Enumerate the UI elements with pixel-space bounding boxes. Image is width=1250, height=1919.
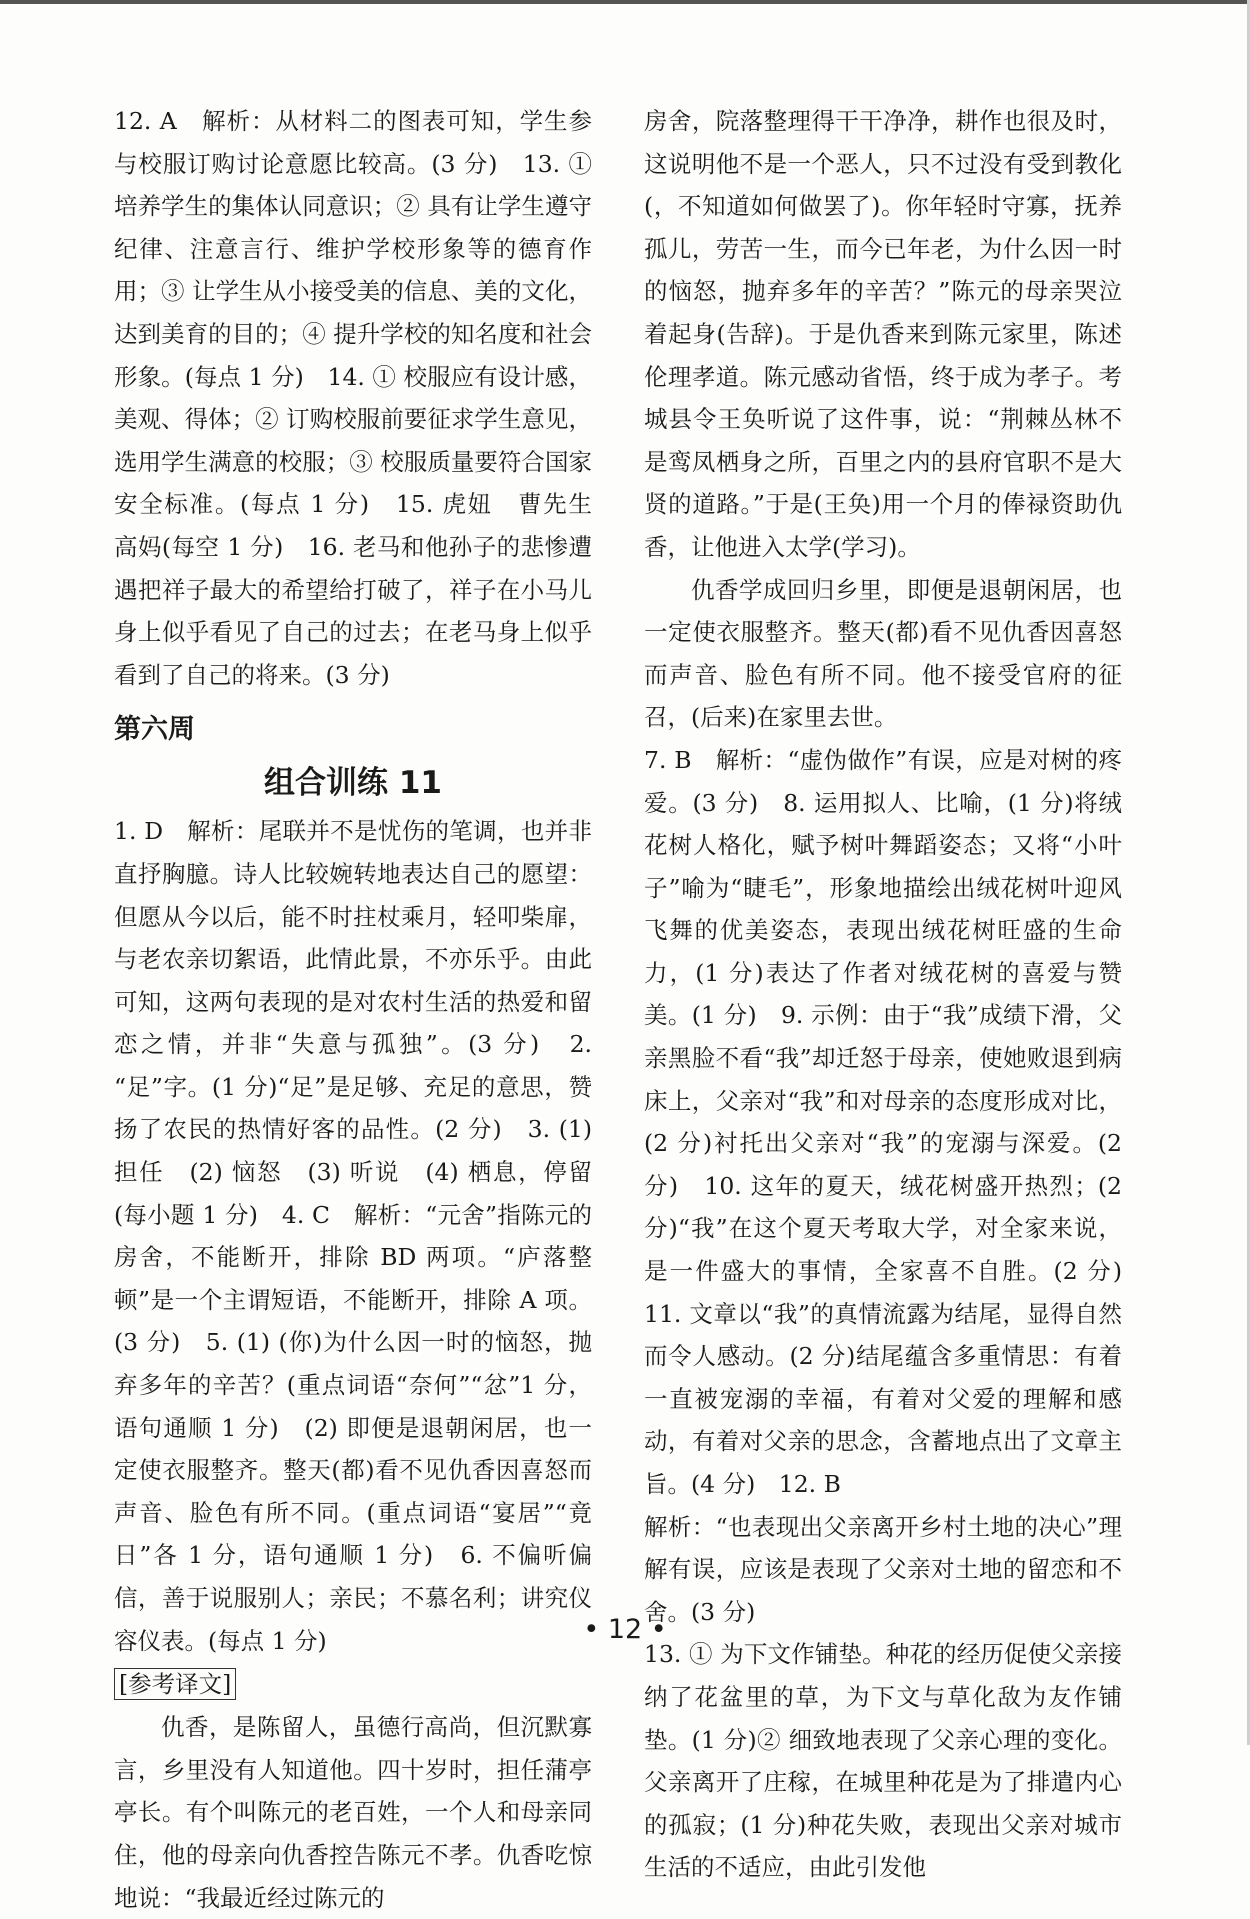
- translation-paragraph-2: 仇香学成回归乡里，即便是退朝闲居，也一定使衣服整齐。整天(都)看不见仇香因喜怒而声音、脸色有所不同。他不接受官府的征召，(后来)在家里去世。: [644, 575, 1122, 732]
- left-column: [114, 100, 616, 1919]
- answers-week5-tail: 12. A 解析：从材料二的图表可知，学生参与校服订购讨论意愿比较高。(3 分) 13. ① 培养学生的集体认同意识；② 具有让学生遵守纪律、注意言行、维护学校形象等的德育作用；③ 让学生从小接受美的信息、美的文化，达到美育的目的；④ 提升学校的知名度和社会形象。(每点 1 分) 14. ① 校服应有设计感，美观、得体；② 订购校服前要征求学生意见，选用学生满意的校服；③ 校服质量要符合国家安全标准。(每点 1 分) 15. 虎妞 曹先生 高妈(每空 1 分) 16. 老马和他孙子的悲惨遭遇把祥子最大的希望给打破了，祥子在小马儿身上似乎看见了自己的过去；在老马身上似乎看到了自己的将来。(3 分): [114, 107, 616, 689]
- top-border: [0, 0, 1250, 4]
- answers-7-12: 7. B 解析：“虚伪做作”有误，应是对树的疼爱。(3 分) 8. 运用拟人、比喻，(1 分)将绒花树人格化，赋予树叶舞蹈姿态；又将“小叶子”喻为“睫毛”，形象地描绘出绒花树叶迎风飞舞的优美姿态，表现出绒花树旺盛的生命力，(1 分)表达了作者对绒花树的喜爱与赞美。(1 分) 9. 示例：由于“我”成绩下滑，父亲黑脸不看“我”却迁怒于母亲，使她败退到病床上，父亲对“我”和对母亲的态度形成对比，(2 分)衬托出父亲对“我”的宠溺与深爱。(2 分) 10. 这年的夏天，绒花树盛开热烈；(2 分)“我”在这个夏天考取大学，对全家来说，是一件盛大的事情，全家喜不自胜。(2 分) 11. 文章以“我”的真情流露为结尾，显得自然而令人感动。(2 分)结尾蕴含多重情思：有着一直被宠溺的幸福，有着对父爱的理解和感动，有着对父亲的思念，含蓄地点出了文章主旨。(4 分) 12. B: [644, 745, 1146, 1498]
- page-number: • 12 •: [583, 1614, 667, 1645]
- unit-heading: 组合训练 11: [264, 765, 442, 802]
- answers-unit11: 1. D 解析：尾联并不是忧伤的笔调，也并非直抒胸臆。诗人比较婉转地表达自己的愿望：但愿从今以后，能不时拄杖乘月，轻叩柴扉，与老农亲切絮语，此情此景，不亦乐乎。由此可知，这两句表现的是对农村生活的热爱和留恋之情，并非“失意与孤独”。(3 分) 2. “足”字。(1 分)“足”是足够、充足的意思，赞扬了农民的热情好客的品性。(2 分) 3. (1) 担任 (2) 恼怒 (3) 听说 (4) 栖息，停留(每小题 1 分) 4. C 解析：“元舍”指陈元的房舍，不能断开，排除 BD 两项。“庐落整顿”是一个主谓短语，不能断开，排除 A 项。(3 分) 5. (1) (你)为什么因一时的恼怒，抛弃多年的辛苦？(重点词语“奈何”“忿”1 分，语句通顺 1 分) (2) 即便是退朝闲居，也一定使衣服整齐。整天(都)看不见仇香因喜怒而声音、脸色有所不同。(重点词语“宴居”“竟日”各 1 分，语句通顺 1 分) 6. 不偏听偏信，善于说服别人；亲民；不慕名利；讲究仪容仪表。(每点 1 分): [114, 817, 592, 1655]
- reference-translation-label: [参考译文]: [114, 1668, 236, 1700]
- week-heading: 第六周: [114, 714, 195, 746]
- translation-paragraph-1: 仇香，是陈留人，虽德行高尚，但沉默寡言，乡里没有人知道他。四十岁时，担任蒲亭亭长。有个叫陈元的老百姓，一个人和母亲同住，他的母亲向仇香控告陈元不孝。仇香吃惊地说：“我最近经过陈元的: [114, 1713, 592, 1912]
- answer-12-analysis: 解析：“也表现出父亲离开乡村土地的决心”理解有误，应该是表现了父亲对土地的留恋和不舍。(3 分): [644, 1512, 1122, 1626]
- answer-13: 13. ① 为下文作铺垫。种花的经历促使父亲接纳了花盆里的草，为下文与草化敌为友作铺垫。(1 分)② 细致地表现了父亲心理的变化。父亲离开了庄稼，在城里种花是为了排遣内心的孤寂；(1 分)种花失败，表现出父亲对城市生活的不适应，由此引发他: [644, 1640, 1122, 1882]
- translation-paragraph-1-cont: 房舍，院落整理得干干净净，耕作也很及时，这说明他不是一个恶人，只不过没有受到教化(，不知道如何做罢了)。你年轻时守寡，抚养孤儿，劳苦一生，而今已年老，为什么因一时的恼怒，抛弃多年的辛苦？”陈元的母亲哭泣着起身(告辞)。于是仇香来到陈元家里，陈述伦理孝道。陈元感动省悟，终于成为孝子。考城县令王奂听说了这件事，说：“荆棘丛林不是鸾凤栖身之所，百里之内的县府官职不是大贤的道路。”于是(王奂)用一个月的俸禄资助仇香，让他进入太学(学习)。: [644, 107, 1122, 561]
